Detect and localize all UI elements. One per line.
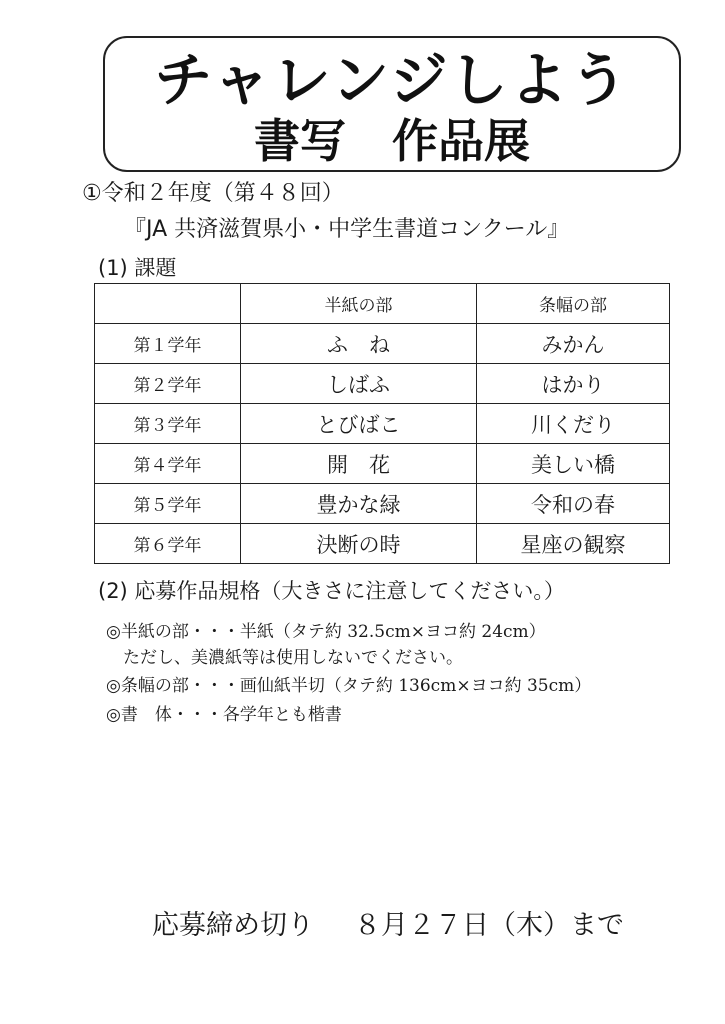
- grade-cell: 第６学年: [95, 524, 241, 564]
- spec-item-style: ◎書 体・・・各学年とも楷書: [106, 705, 342, 725]
- hanshi-cell: 決断の時: [241, 524, 477, 564]
- spec-item-hanshi: ◎半紙の部・・・半紙（タテ約 32.5cm×ヨコ約 24cm）: [106, 622, 546, 642]
- table-header-joufuku: 条幅の部: [477, 284, 670, 324]
- grade-cell: 第１学年: [95, 324, 241, 364]
- page-subtitle: 書写 作品展: [254, 114, 530, 168]
- hanshi-cell: ふ ね: [241, 324, 477, 364]
- grade-cell: 第２学年: [95, 364, 241, 404]
- deadline: [152, 908, 624, 944]
- table-row: [95, 364, 670, 404]
- grade-cell: 第３学年: [95, 404, 241, 444]
- table-row: [95, 444, 670, 484]
- table-header-row: [95, 284, 670, 324]
- joufuku-cell: 星座の観察: [477, 524, 670, 564]
- title-box: [103, 36, 681, 172]
- hanshi-cell: しばふ: [241, 364, 477, 404]
- specs-heading: (2) 応募作品規格（大きさに注意してください。）: [98, 579, 565, 603]
- spec-item-note: ただし、美濃紙等は使用しないでください。: [106, 648, 463, 668]
- section1-heading: ①令和２年度（第４８回）: [82, 181, 344, 206]
- joufuku-cell: 令和の春: [477, 484, 670, 524]
- joufuku-cell: 美しい橋: [477, 444, 670, 484]
- joufuku-cell: はかり: [477, 364, 670, 404]
- hanshi-cell: 豊かな緑: [241, 484, 477, 524]
- table-header-blank: [95, 284, 241, 324]
- spec-item-joufuku: ◎条幅の部・・・画仙紙半切（タテ約 136cm×ヨコ約 35cm）: [106, 676, 592, 696]
- hanshi-cell: 開 花: [241, 444, 477, 484]
- joufuku-cell: みかん: [477, 324, 670, 364]
- topics-heading: (1) 課題: [98, 256, 177, 280]
- table-row: [95, 484, 670, 524]
- deadline-label: 応募締め切り: [152, 910, 314, 941]
- grade-cell: 第５学年: [95, 484, 241, 524]
- table-row: [95, 524, 670, 564]
- deadline-date: ８月２７日（木）まで: [354, 910, 624, 941]
- table-row: [95, 404, 670, 444]
- topics-table: [94, 283, 670, 564]
- table-row: [95, 324, 670, 364]
- hanshi-cell: とびばこ: [241, 404, 477, 444]
- joufuku-cell: 川くだり: [477, 404, 670, 444]
- contest-name: 『JA 共済滋賀県小・中学生書道コンクール』: [124, 217, 570, 242]
- page-title: チャレンジしよう: [154, 46, 630, 114]
- grade-cell: 第４学年: [95, 444, 241, 484]
- table-header-hanshi: 半紙の部: [241, 284, 477, 324]
